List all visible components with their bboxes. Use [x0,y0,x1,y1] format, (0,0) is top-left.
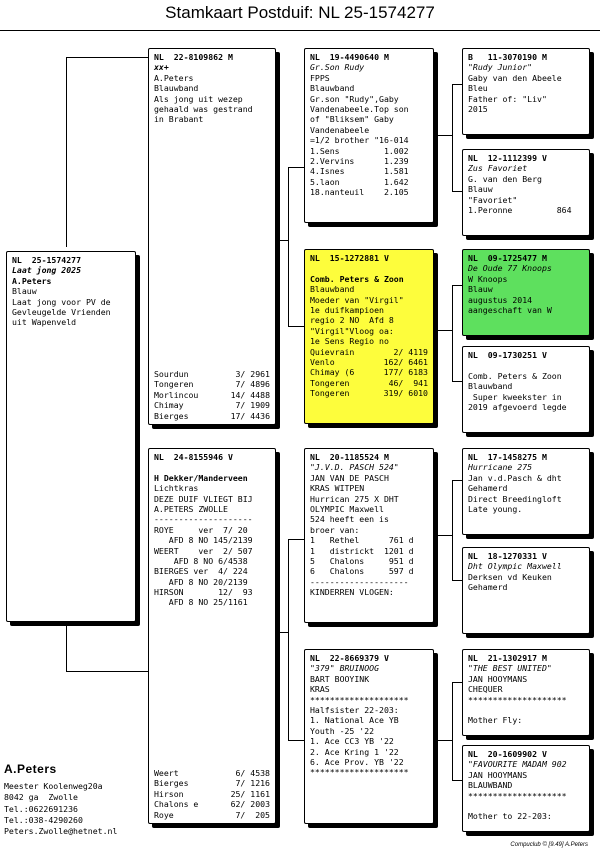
race-result-row [154,369,270,379]
connector [452,480,462,481]
connector [452,285,462,286]
ring-number: NL 24-8155946 V [154,452,233,462]
card-line: gehaald was gestrand [154,103,253,114]
card-line: A.Peters [154,72,194,83]
card-line: =1/2 brother "16-014 [310,135,409,146]
card-line: KRAS [310,684,330,695]
card-line: ******************** [310,767,409,778]
race-name: Weert [154,768,179,779]
race-name: Tongeren [310,388,350,399]
owner-tel2: Tel.:038-4290260 [4,814,83,825]
connector [452,480,453,580]
card-line: KINDERREN VLOGEN: [310,587,394,598]
race-name: Tongeren [310,377,350,388]
race-placing: 7/ 205 [235,809,270,820]
owner-tel1: Tel.:0622691236 [4,803,78,814]
card-line: regio 2 NO Afd 8 [310,315,394,326]
card-line: ROYE ver 7/ 20 [154,524,248,535]
card-line: De Oude 77 Knoops [468,263,552,274]
footer-credit: Compuclub © [9.49] A.Peters [510,842,588,848]
card-line: Als jong uit wezep [154,93,243,104]
card-line: Late young. [468,503,523,514]
great-grandparent-mmf-card[interactable] [462,649,590,736]
race-name: Chalons e [154,799,199,810]
connector [452,84,462,85]
great-grandparent-ffm-card[interactable] [462,149,590,236]
connector [66,57,67,247]
card-line: Vandenabeele [310,124,370,135]
card-line: Mother Fly: [468,715,523,726]
card-line: 1e Sens Regio no [310,336,389,347]
card-line: "Virgil"Vloog oa: [310,325,394,336]
card-line: 4.Isnes 1.581 [310,166,409,177]
card-line: "Rudy Junior" [468,62,533,73]
card-line: Hurricane 275 [468,462,533,473]
card-line: G. van den Berg [468,173,542,184]
connector [288,740,304,741]
card-line [154,462,270,472]
card-line: Derksen vd Keuken [468,571,552,582]
card-line: Laat jong voor PV de [12,296,111,307]
race-name: Bierges [154,410,189,421]
race-placing: 7/ 1216 [235,778,270,789]
ring-number: NL 20-1185524 M [310,452,389,462]
card-line: 6 Chalons 597 d [310,566,414,577]
ring-number: NL 22-8109862 M [154,52,233,62]
card-line: HIRSON 12/ 93 [154,587,253,598]
race-result-row [154,810,270,820]
card-line: Gaby van den Abeele [468,72,562,83]
card-line: in Brabant [154,114,204,125]
connector [66,57,148,58]
card-line: augustus 2014 [468,294,533,305]
card-line: AFD 8 NO 6/4538 [154,555,248,566]
card-line: Blauwband [310,284,355,295]
connector [66,625,67,671]
ring-number: NL 19-4490640 M [310,52,389,62]
great-grandparent-fmm-card[interactable] [462,346,590,433]
owner-address: Meester Koolenweg20a [4,781,103,791]
race-placing: 177/ 6183 [383,367,428,378]
ring-number: NL 09-1725477 M [468,253,547,263]
card-line: 1e duifkampioen [310,304,384,315]
card-line: H Dekker/Manderveen [154,472,248,483]
connector [452,580,462,581]
card-line: aangeschaft van W [468,304,552,315]
ring-number: NL 15-1272881 V [310,253,389,263]
race-result-row [154,379,270,389]
ring-number: NL 20-1609902 V [468,749,547,759]
card-line: Vandenabeele.Top son [310,103,409,114]
race-result-row [310,388,428,398]
card-line: KRAS WITPEN [310,483,365,494]
card-line: broer van: [310,524,360,535]
card-line: uit Wapenveld [12,317,77,328]
race-name: Chimay (6 [310,367,355,378]
race-placing: 7/ 1909 [235,400,270,411]
card-line: "Favoriet" [468,194,518,205]
race-placing: 319/ 6010 [383,388,428,399]
card-line: Mother to 22-203: [468,811,552,822]
race-placing: 17/ 4436 [230,410,270,421]
race-result-row [154,400,270,410]
connector [452,84,453,191]
card-line: "J.V.D. PASCH 524" [310,462,399,473]
card-line: Blauwband [154,83,199,94]
card-line: W Knoops [468,273,508,284]
card-line: ******************** [310,694,409,705]
card-line: 1. National Ace YB [310,715,399,726]
card-line: BIERGES ver 4/ 224 [154,566,248,577]
great-grandparent-mff-card[interactable] [462,448,590,535]
connector [278,240,288,241]
connector [288,539,304,540]
father-card[interactable] [148,48,276,425]
card-line: Super kweekster in [468,391,562,402]
connector [288,167,304,168]
card-line: 1. Ace CC3 YB '22 [310,736,394,747]
race-placing: 14/ 4488 [230,389,270,400]
race-results [154,768,270,820]
race-name: Roye [154,809,174,820]
ring-number: NL 09-1730251 V [468,350,547,360]
race-placing: 2/ 4119 [393,346,428,357]
card-line: "379" BRUINOOG [310,663,380,674]
card-line: Laat jong 2025 [12,265,82,276]
card-line: 5 Chalons 951 d [310,555,414,566]
card-line: Halfsister 22-203: [310,704,399,715]
card-line: xx+ [154,62,169,73]
card-line: JAN HOOYMANS [468,673,528,684]
connector [436,135,452,136]
grandfather-mother-side-card[interactable] [304,448,434,623]
race-result-row [310,347,428,357]
card-line: 6. Ace Prov. YB '22 [310,756,404,767]
connector [278,632,288,633]
connector [288,539,289,740]
card-line: OLYMPIC Maxwell [310,503,384,514]
card-line: 2. Ace Kring 1 '22 [310,746,399,757]
owner-email[interactable]: Peters.Zwolle@hetnet.nl [4,826,118,837]
great-grandparent-mmm-card[interactable] [462,745,590,832]
card-line: Gehamerd [468,582,508,593]
card-line: Moeder van "Virgil" [310,294,404,305]
connector [436,535,452,536]
card-line: 1.Sens 1.002 [310,145,409,156]
card-line: A.Peters [12,275,52,286]
race-result-row [154,799,270,809]
race-result-row [154,390,270,400]
card-line: 2015 [468,103,488,114]
grandmother-father-side-card[interactable] [304,249,434,424]
card-line: Jan v.d.Pasch & dht [468,472,562,483]
owner-name: A.Peters [4,762,57,776]
race-placing: 3/ 2961 [235,369,270,380]
race-placing: 162/ 6461 [383,356,428,367]
card-line: Blauw [468,184,493,195]
race-placing: 6/ 4538 [235,768,270,779]
race-result-row [154,411,270,421]
card-line: Dht Olympic Maxwell [468,561,562,572]
card-line: 1 districkt 1201 d [310,545,414,556]
card-line: -------------------- [154,514,253,525]
connector [436,740,452,741]
subject-card[interactable] [6,251,136,622]
connector [452,780,462,781]
race-placing: 46/ 941 [388,377,428,388]
connector [66,671,148,672]
race-name: Sourdun [154,369,189,380]
card-line: Bleu [468,83,488,94]
ring-number: NL 25-1574277 [12,255,82,265]
card-line: 1 Rethel 761 d [310,535,414,546]
race-name: Quievrain [310,346,355,357]
card-line: Direct Breedingloft [468,493,562,504]
connector [452,191,462,192]
card-line: 524 heeft een is [310,514,389,525]
owner-block [4,762,117,837]
race-placing: 62/ 2003 [230,799,270,810]
card-line [468,705,584,715]
card-line: "FAVOURITE MADAM 902 [468,759,567,770]
card-line: Father of: "Liv" [468,93,547,104]
race-name: Chimay [154,400,184,411]
card-line: WEERT ver 2/ 507 [154,545,253,556]
connector [452,285,453,381]
card-line: 1.Peronne 864 [468,204,572,215]
race-result-row [154,778,270,788]
card-line: Blauw [468,284,493,295]
grandmother-mother-side-card[interactable] [304,649,434,824]
connector [452,682,462,683]
owner-city: 8042 ga Zwolle [4,792,78,803]
connector [452,682,453,780]
card-line: Gr.son "Rudy",Gaby [310,93,399,104]
race-result-row [310,378,428,388]
card-line: Blauwband [310,83,355,94]
race-name: Bierges [154,778,189,789]
connector [436,330,452,331]
card-line: 18.nanteuil 2.105 [310,187,409,198]
card-line: "THE BEST UNITED" [468,663,552,674]
race-result-row [154,789,270,799]
race-result-row [310,357,428,367]
card-line [468,801,584,811]
card-line: AFD 8 NO 145/2139 [154,535,253,546]
great-grandparent-mfm-card[interactable] [462,547,590,634]
race-name: Tongeren [154,379,194,390]
card-line: of "Bliksem" Gaby [310,114,394,125]
card-line: -------------------- [310,576,409,587]
card-line: ******************** [468,694,567,705]
connector [288,167,289,326]
card-line: ******************** [468,790,567,801]
card-line: Hurrican 275 X DHT [310,493,399,504]
card-line: AFD 8 NO 25/1161 [154,597,248,608]
race-result-row [154,768,270,778]
race-placing: 7/ 4896 [235,379,270,390]
race-results [154,369,270,421]
card-line: Comb. Peters & Zoon [468,370,562,381]
ring-number: NL 12-1112399 V [468,153,547,163]
card-line: Comb. Peters & Zoon [310,273,404,284]
card-line: 5.laon 1.642 [310,176,409,187]
ring-number: NL 17-1458275 M [468,452,547,462]
ring-number: NL 18-1270331 V [468,551,547,561]
great-grandparent-fmf-card[interactable] [462,249,590,336]
card-line: JAN HOOYMANS [468,769,528,780]
card-line: Youth -25 '22 [310,725,375,736]
card-line: JAN VAN DE PASCH [310,472,389,483]
card-line: BLAUWBAND [468,780,513,791]
card-line: DEZE DUIF VLIEGT BIJ [154,493,253,504]
card-line: Blauw [12,286,37,297]
race-name: Hirson [154,788,184,799]
ring-number: NL 21-1302917 M [468,653,547,663]
page-title: Stamkaart Postduif: NL 25-1574277 [0,3,600,31]
card-line: A.PETERS ZWOLLE [154,503,228,514]
card-line: Gehamerd [468,483,508,494]
card-line: Gevleugelde Vrienden [12,306,111,317]
card-line: Blauwband [468,381,513,392]
connector [452,381,462,382]
card-line: AFD 8 NO 20/2139 [154,576,248,587]
ring-number: B 11-3070190 M [468,52,547,62]
card-line: BART BOOYINK [310,673,370,684]
card-line: Zus Favoriet [468,163,528,174]
grandfather-father-side-card[interactable] [304,48,434,223]
ring-number: NL 22-8669379 V [310,653,389,663]
card-line: CHEQUER [468,684,503,695]
card-line: Lichtkras [154,483,199,494]
card-line: 2.Vervins 1.239 [310,155,409,166]
card-line: FPPS [310,72,330,83]
mother-card[interactable] [148,448,276,824]
card-line: Gr.Son Rudy [310,62,365,73]
race-placing: 25/ 1161 [230,788,270,799]
card-line: 2019 afgevoerd legde [468,401,567,412]
race-result-row [310,367,428,377]
race-results [310,347,428,399]
card-line [310,263,428,273]
race-name: Morlincou [154,389,199,400]
great-grandparent-fff-card[interactable] [462,48,590,135]
connector [288,326,304,327]
card-line [468,360,584,370]
race-name: Venlo [310,356,335,367]
